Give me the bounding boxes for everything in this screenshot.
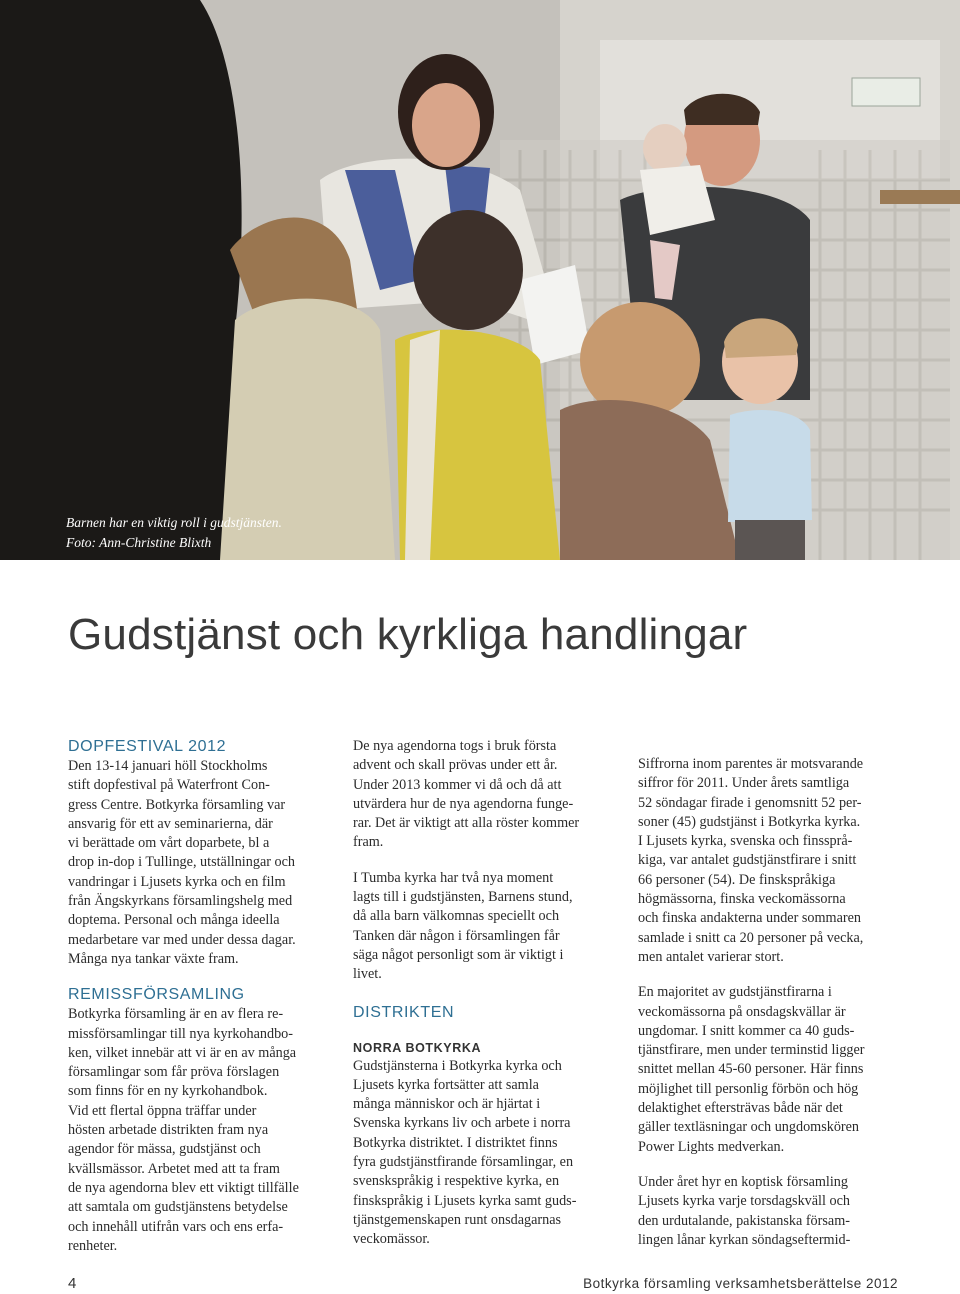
text-line: advent och skall prövas under ett år. bbox=[353, 757, 558, 774]
text-line: gäller textläsningar och ungdomskören bbox=[638, 1119, 860, 1136]
text-line: siffror för 2011. Under årets samtliga bbox=[638, 775, 850, 792]
text-line: lagts till i gudstjänsten, Barnens stund, bbox=[353, 889, 573, 906]
text-line: som finns för en ny kyrkohandbok. bbox=[68, 1083, 268, 1100]
paragraph-koptisk bbox=[638, 1173, 900, 1250]
text-line: säga något personligt som är viktigt i bbox=[353, 946, 564, 963]
text-line: utvärdera hur de nya agendorna funge- bbox=[353, 795, 574, 812]
text-line: livet. bbox=[353, 966, 382, 983]
text-line: Botkyrka församling är en av flera re- bbox=[68, 1006, 284, 1023]
text-line: doptema. Personal och många ideella bbox=[68, 912, 280, 929]
text-line: Tanken där någon i församlingen får bbox=[353, 927, 560, 944]
text-line: kvällsmässor. Arbetet med att ta fram bbox=[68, 1160, 280, 1177]
heading-remissforsamling: REMISSFÖRSAMLING bbox=[68, 986, 245, 1004]
text-line: Vid ett flertal öppna träffar under bbox=[68, 1102, 257, 1119]
paragraph-norra bbox=[353, 1057, 615, 1250]
text-line: Under 2013 kommer vi då och då att bbox=[353, 776, 562, 793]
text-line: Många nya tankar växte fram. bbox=[68, 950, 239, 967]
text-line: Ljusets kyrka fortsätter att samla bbox=[353, 1076, 539, 1093]
text-line: ken, vilket innebär att vi är en av många bbox=[68, 1044, 297, 1061]
photo-caption bbox=[66, 513, 282, 553]
text-line: den urdutalande, pakistanska försam- bbox=[638, 1212, 850, 1229]
page-title: Gudstjänst och kyrkliga handlingar bbox=[68, 610, 748, 659]
text-line: hösten arbetade distrikten fram nya bbox=[68, 1122, 269, 1139]
text-line: högmässorna, finska veckomässorna bbox=[638, 891, 846, 908]
exit-sign bbox=[852, 78, 920, 106]
text-line: många människor och är hjärtat i bbox=[353, 1096, 541, 1113]
cross bbox=[880, 190, 960, 204]
text-line: lingen lånar kyrkan söndagseftermid- bbox=[638, 1231, 851, 1248]
text-line: ungdomar. I snitt kommer ca 40 guds- bbox=[638, 1022, 855, 1039]
text-line: från Ängskyrkans församlingshelg med bbox=[68, 893, 293, 910]
text-line: de nya agendorna blev ett viktigt tillfälle bbox=[68, 1179, 299, 1196]
text-line: medarbetare var med under dessa dagar. bbox=[68, 931, 296, 948]
text-line: finskspråkig i Ljusets kyrka samt guds- bbox=[353, 1192, 577, 1209]
text-line: och innehåll utifrån vars och ens erfa- bbox=[68, 1218, 284, 1235]
footer-publication: Botkyrka församling verksamhetsberättelse 2012 bbox=[583, 1276, 898, 1291]
text-line: agendor för mässa, gudstjänst och bbox=[68, 1141, 261, 1158]
column-2 bbox=[353, 737, 615, 1250]
caption-credit: Foto: Ann-Christine Blixth bbox=[66, 535, 212, 550]
text-line: att samtala om gudstjänstens betydelse bbox=[68, 1199, 288, 1216]
text-line: Ljusets kyrka varje torsdagskväll och bbox=[638, 1193, 850, 1210]
text-line: En majoritet av gudstjänstfirarna i bbox=[638, 984, 832, 1001]
text-line: I Ljusets kyrka, svenska och finssprå- bbox=[638, 833, 853, 850]
text-line: I Tumba kyrka har två nya moment bbox=[353, 869, 554, 886]
text-line: kiga, var antalet gudstjänstfirare i snitt bbox=[638, 852, 857, 869]
photo-illustration bbox=[0, 0, 960, 560]
text-line: Power Lights medverkan. bbox=[638, 1138, 785, 1155]
text-line: men antalet varierar stort. bbox=[638, 948, 784, 965]
text-line: vi berättade om vårt doparbete, bl a bbox=[68, 835, 270, 852]
paragraph-dopfestival bbox=[68, 757, 340, 969]
text-line: tjänstfirare, men under terminstid ligger bbox=[638, 1042, 865, 1059]
text-line: Under året hyr en koptisk församling bbox=[638, 1173, 848, 1190]
text-line: De nya agendorna togs i bruk första bbox=[353, 738, 557, 754]
text-line: möjlighet till personlig förbön och hög bbox=[638, 1080, 859, 1097]
text-line: ansvarig för ett av seminarierna, där bbox=[68, 815, 273, 832]
text-line: fram. bbox=[353, 834, 384, 851]
text-line: renheter. bbox=[68, 1237, 118, 1254]
page-number: 4 bbox=[68, 1275, 77, 1292]
text-line: fyra gudstjänstfirande församlingar, en bbox=[353, 1154, 574, 1171]
heading-distrikten: DISTRIKTEN bbox=[353, 1003, 455, 1021]
paragraph-agendor bbox=[353, 737, 615, 853]
text-line: Svenska kyrkans liv och arbete i norra bbox=[353, 1115, 571, 1132]
text-line: stift dopfestival på Waterfront Con- bbox=[68, 777, 270, 794]
text-line: svenskspråkig i respektive kyrka, en bbox=[353, 1173, 560, 1190]
text-line: veckomässor. bbox=[353, 1231, 430, 1248]
column-1 bbox=[68, 737, 340, 1256]
column-3 bbox=[638, 755, 900, 1250]
text-line: Botkyrka distriktet. I distriktet finns bbox=[353, 1134, 558, 1151]
paragraph-ungdomar bbox=[638, 983, 900, 1157]
heading-dopfestival: DOPFESTIVAL 2012 bbox=[68, 738, 227, 755]
heading-norra-botkyrka: NORRA BOTKYRKA bbox=[353, 1040, 482, 1055]
text-line: rar. Det är viktigt att alla röster kommer bbox=[353, 815, 580, 832]
text-line: vandringar i Ljusets kyrka och en film bbox=[68, 873, 286, 890]
caption-line: Barnen har en viktig roll i gudstjänsten. bbox=[66, 515, 282, 530]
text-line: och finska andakterna under sommaren bbox=[638, 910, 861, 927]
text-line: samlade i snitt ca 20 personer på vecka, bbox=[638, 929, 864, 946]
paragraph-tumba bbox=[353, 869, 615, 985]
text-line: församlingar som får pröva förslagen bbox=[68, 1064, 280, 1081]
text-line: Den 13-14 januari höll Stockholms bbox=[68, 758, 268, 774]
text-line: missförsamlingar till nya kyrkohandbo- bbox=[68, 1025, 293, 1042]
text-line: veckomässorna på onsdagskvällar är bbox=[638, 1003, 846, 1020]
text-line: gress Centre. Botkyrka församling var bbox=[68, 796, 286, 813]
text-line: Siffrorna inom parentes är motsvarande bbox=[638, 756, 864, 772]
text-line: tjänstgemenskapen runt onsdagarnas bbox=[353, 1211, 562, 1228]
foreground-silhouette bbox=[0, 0, 247, 560]
paragraph-remiss bbox=[68, 1005, 340, 1256]
text-line: snittet mellan 45-60 personer. Här finns bbox=[638, 1061, 864, 1078]
text-line: delaktighet eftersträvas både när det bbox=[638, 1100, 843, 1117]
text-line: 52 söndagar firade i genomsnitt 52 per- bbox=[638, 794, 862, 811]
paragraph-siffror bbox=[638, 755, 900, 967]
text-line: då alla barn välkomnas speciellt och bbox=[353, 908, 560, 925]
text-line: soner (45) gudstjänst i Botkyrka kyrka. bbox=[638, 813, 861, 830]
text-line: drop in-dop i Tullinge, utställningar och bbox=[68, 854, 295, 871]
text-line: 66 personer (54). De finskspråkiga bbox=[638, 871, 836, 888]
text-line: Gudstjänsterna i Botkyrka kyrka och bbox=[353, 1057, 562, 1074]
photo bbox=[0, 0, 960, 560]
